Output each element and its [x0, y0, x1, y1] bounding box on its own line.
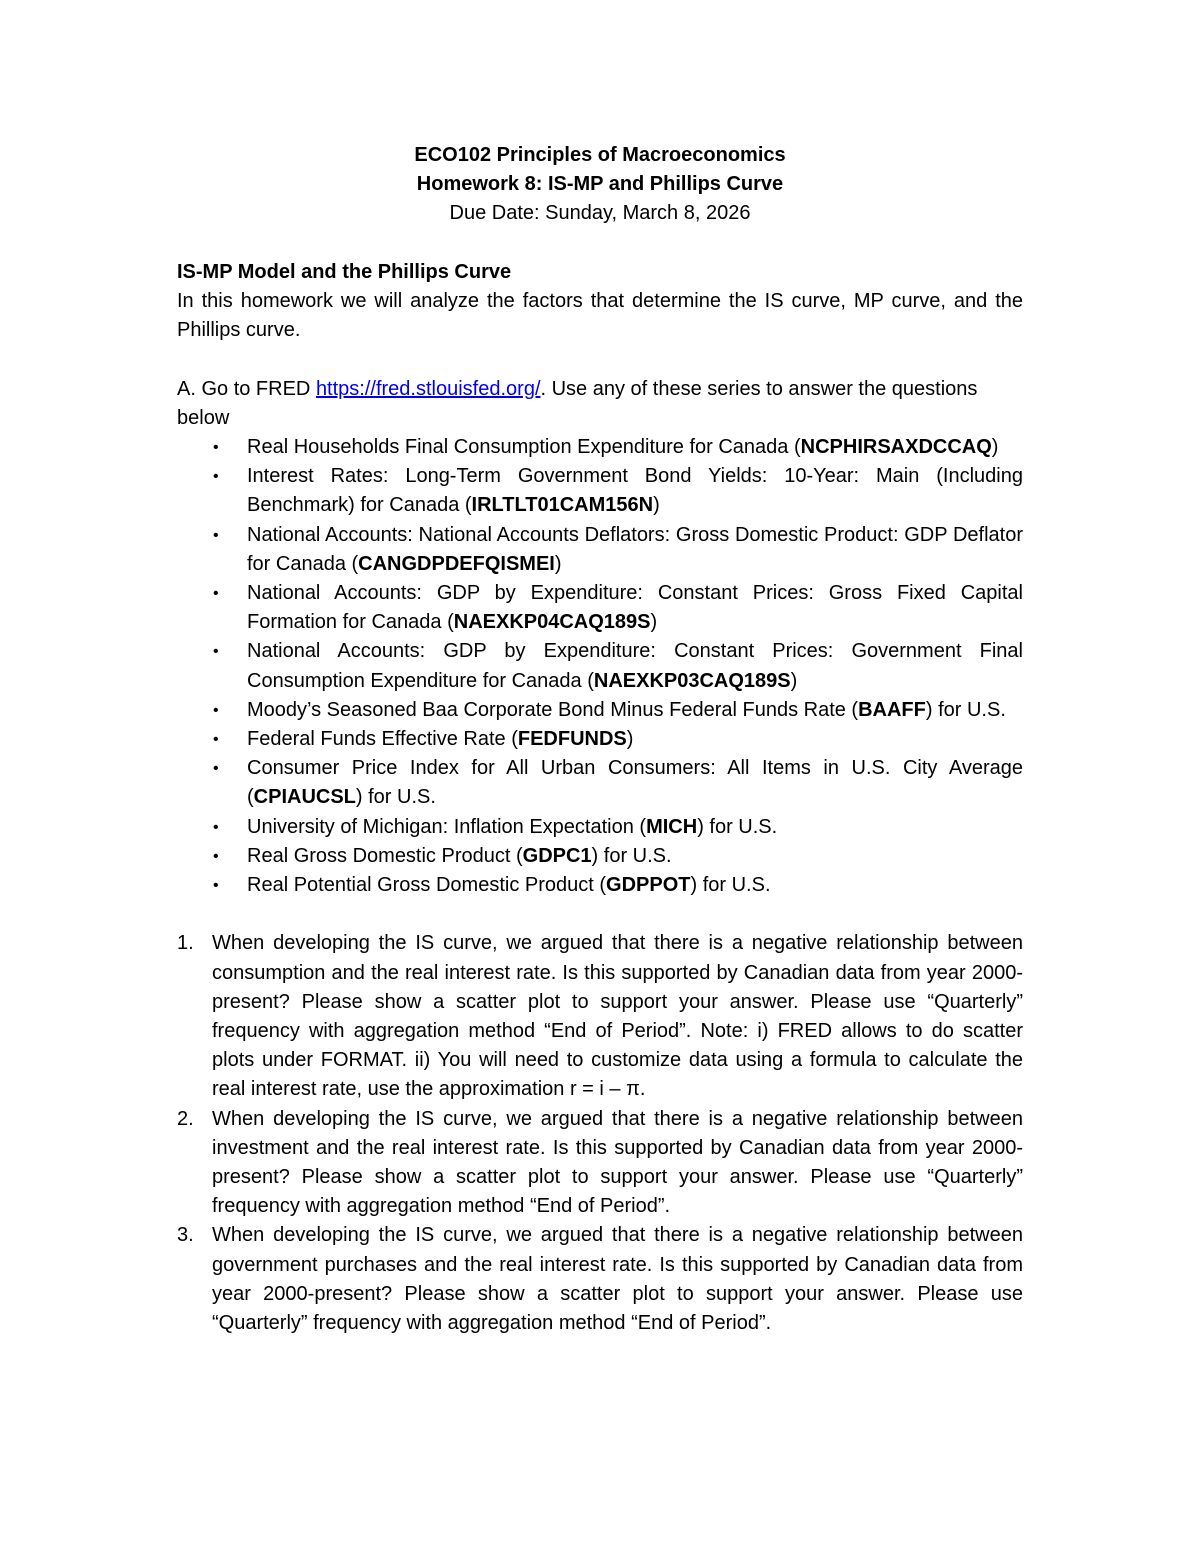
spacer: [177, 345, 1023, 374]
series-description: Moody’s Seasoned Baa Corporate Bond Minus Federal Funds Rate (: [247, 698, 859, 721]
series-description: Federal Funds Effective Rate (: [247, 728, 518, 751]
series-description: Consumer Price Index for All Urban Consumers: All Items in U.S. City Average (: [247, 757, 1023, 809]
series-item: [177, 433, 1023, 462]
question-text: When developing the IS curve, we argued that there is a negative relationship between government purchases and the real interest rate. Is this supported by Canadian data from year 2000-present? Please show a scatter plot to support your answer. Please use “Quarterly” frequency with aggregation method “End of Period”.: [212, 1224, 1023, 1335]
bullet-icon: •: [213, 818, 219, 836]
series-item: [177, 637, 1023, 695]
series-suffix: ) for U.S.: [355, 786, 436, 809]
series-code: NCPHIRSAXDCCAQ: [800, 436, 992, 458]
question-item: [177, 929, 1023, 1104]
question-number: 1.: [177, 932, 194, 955]
series-suffix: ): [991, 436, 999, 458]
series-suffix: ): [626, 728, 634, 751]
series-suffix: ): [650, 611, 658, 634]
bullet-icon: •: [213, 731, 219, 749]
series-item: [177, 696, 1023, 725]
series-code: CANGDPDEFQISMEI: [358, 552, 555, 575]
part-a-suffix: . Use any of these series to answer the questions below: [177, 377, 978, 429]
bullet-icon: •: [213, 877, 219, 895]
question-text: When developing the IS curve, we argued that there is a negative relationship between investment and the real interest rate. Is this supported by Canadian data from year 2000-present? Please show a scatter plot to support your answer. Please use “Quarterly” frequency with aggregation method “End of Period”.: [212, 1107, 1023, 1218]
bullet-icon: •: [213, 585, 219, 603]
series-code: MICH: [646, 815, 698, 838]
document-page: [177, 141, 1023, 1338]
series-description: National Accounts: GDP by Expenditure: Constant Prices: Government Final Consumption Expenditure for Canada (: [247, 640, 1023, 692]
series-suffix: ): [790, 669, 798, 692]
series-suffix: ): [554, 552, 562, 575]
series-item: [177, 871, 1023, 900]
series-description: Real Potential Gross Domestic Product (: [247, 874, 607, 897]
series-suffix: ) for U.S.: [690, 874, 771, 897]
series-description: University of Michigan: Inflation Expectation (: [247, 815, 647, 838]
bullet-icon: •: [213, 526, 219, 544]
question-item: [177, 1221, 1023, 1338]
series-code: FEDFUNDS: [517, 728, 627, 751]
series-item: [177, 813, 1023, 842]
question-number: 2.: [177, 1107, 194, 1130]
series-code: NAEXKP04CAQ189S: [453, 611, 651, 634]
series-description: Interest Rates: Long-Term Government Bond Yields: 10-Year: Main (Including Benchmark) for Canada (: [247, 465, 1023, 517]
document-header: [177, 141, 1023, 229]
series-description: National Accounts: National Accounts Deflators: Gross Domestic Product: GDP Deflator for Canada (: [247, 523, 1023, 575]
spacer: [177, 229, 1023, 258]
series-suffix: ) for U.S.: [925, 698, 1006, 721]
series-description: Real Gross Domestic Product (: [247, 844, 523, 867]
question-text: When developing the IS curve, we argued that there is a negative relationship between consumption and the real interest rate. Is this supported by Canadian data from year 2000-present? Please show a scatter plot to support your answer. Please use “Quarterly” frequency with aggregation method “End of Period”. Note: i) FRED allows to do scatter plots under FORMAT. ii) You will need to customize data using a formula to calculate the real interest rate, use the approximation r = i – π.: [212, 932, 1023, 1101]
series-item: [177, 754, 1023, 812]
due-date: Due Date: Sunday, March 8, 2026: [449, 202, 751, 225]
bullet-icon: •: [213, 701, 219, 719]
series-code: GDPC1: [522, 844, 592, 867]
part-a-paragraph: [177, 375, 1023, 433]
course-title: ECO102 Principles of Macroeconomics: [414, 144, 786, 166]
series-code: BAAFF: [858, 698, 926, 721]
series-description: National Accounts: GDP by Expenditure: Constant Prices: Gross Fixed Capital Formation for Canada (: [247, 582, 1023, 634]
series-item: [177, 842, 1023, 871]
bullet-icon: •: [213, 468, 219, 486]
part-a-prefix: A. Go to FRED: [177, 377, 316, 400]
homework-title: Homework 8: IS-MP and Phillips Curve: [416, 173, 784, 196]
bullet-icon: •: [213, 643, 219, 661]
fred-link[interactable]: https://fred.stlouisfed.org/: [315, 377, 541, 400]
bullet-icon: •: [213, 439, 219, 456]
series-item: [177, 725, 1023, 754]
question-item: [177, 1105, 1023, 1222]
series-code: CPIAUCSL: [253, 786, 356, 809]
series-code: NAEXKP03CAQ189S: [593, 669, 791, 692]
section-title: IS-MP Model and the Phillips Curve: [177, 260, 512, 283]
section-intro: In this homework we will analyze the factors that determine the IS curve, MP curve, and the Phillips curve.: [177, 290, 1023, 342]
series-item: [177, 462, 1023, 520]
question-number: 3.: [177, 1224, 194, 1247]
series-description: Real Households Final Consumption Expenditure for Canada (: [247, 436, 801, 458]
question-list: [177, 929, 1023, 1338]
bullet-icon: •: [213, 760, 219, 778]
series-suffix: ): [653, 494, 660, 517]
series-code: GDPPOT: [606, 874, 691, 897]
spacer: [177, 900, 1023, 929]
series-code: IRLTLT01CAM156N: [471, 494, 654, 517]
series-suffix: ) for U.S.: [697, 815, 778, 838]
series-suffix: ) for U.S.: [591, 844, 672, 867]
series-item: [177, 521, 1023, 579]
series-list: [177, 433, 1023, 900]
bullet-icon: •: [213, 847, 219, 865]
series-item: [177, 579, 1023, 637]
